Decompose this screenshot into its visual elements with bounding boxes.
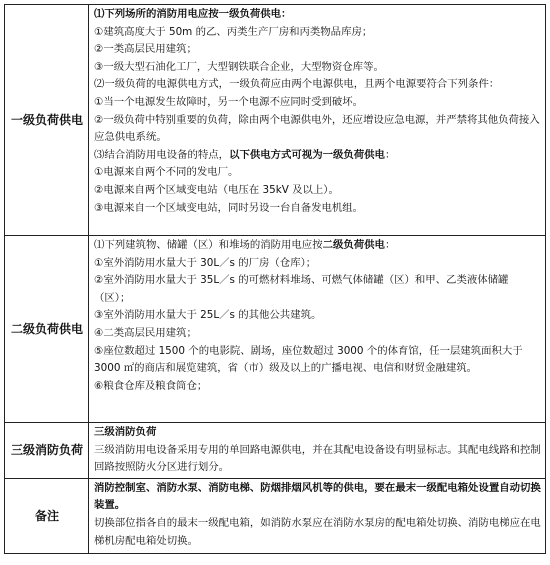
content-line <box>94 94 541 112</box>
text-span: ①室外消防用水量大于 30L／s 的厂房（仓库）； <box>94 256 317 269</box>
bold-text: ⑴下列场所的消防用电应 <box>94 8 209 20</box>
category-label: 备注 <box>34 508 59 523</box>
bold-text: 三级消防负荷 <box>94 426 157 438</box>
fire-power-load-table <box>4 4 546 554</box>
text-span: 三级消防用电设备采用专用的单回路电源供电，并在其配电设备设有明显标志。其配电线路和控制回路按照防火分区进行划分。 <box>94 443 541 474</box>
text-span: ②电源来自两个区域变电站（电压在 35kV 及以上）。 <box>94 183 339 196</box>
content-cell <box>89 236 546 423</box>
text-span: ⑶结合消防用电设备的特点， <box>94 148 230 161</box>
content-line <box>94 378 541 396</box>
text-span: ③一级大型石油化工厂，大型钢铁联合企业，大型物资仓库等。 <box>94 60 384 73</box>
category-cell <box>5 423 89 479</box>
table-row-second-level <box>5 236 546 423</box>
content-cell <box>89 5 546 236</box>
table-body <box>5 5 546 554</box>
text-span: ： <box>384 148 396 161</box>
table-row-remarks <box>5 478 546 553</box>
content-line <box>94 480 541 515</box>
table-row-third-level <box>5 423 546 479</box>
content-line <box>94 515 541 550</box>
content-line <box>94 112 541 147</box>
content-line <box>94 24 541 42</box>
category-cell <box>5 236 89 423</box>
bold-text: 二级负荷供电 <box>322 239 385 251</box>
bold-text: 以下供电方式可视为一级负荷供电 <box>229 148 385 161</box>
content-line <box>94 442 541 477</box>
content-line <box>94 255 541 273</box>
content-line <box>94 164 541 182</box>
table-row-first-level <box>5 5 546 236</box>
content-line <box>94 59 541 77</box>
text-span: ①电源来自两个不同的发电厂。 <box>94 166 239 179</box>
text-span: ⑵一级负荷的电源供电方式，一级负荷应由两个电源供电，且两个电源要符合下列条件： <box>94 78 500 91</box>
text-span: ④二类高层民用建筑； <box>94 326 197 339</box>
category-cell <box>5 5 89 236</box>
text-span: ⑥粮食仓库及粮食筒仓； <box>94 379 208 392</box>
category-cell <box>5 478 89 553</box>
bold-text: 按一级负荷供电 <box>208 8 282 20</box>
text-span: ①当一个电源发生故障时，另一个电源不应同时受到破坏。 <box>94 95 364 108</box>
text-span: ⑴下列建筑物、储罐（区）和堆场的消防用电应按 <box>94 239 323 251</box>
text-span: ①建筑高度大于 50m 的乙、丙类生产厂房和丙类物品库房； <box>94 25 373 38</box>
content-cell <box>89 423 546 479</box>
content-line <box>94 76 541 94</box>
text-span: ③电源来自一个区域变电站，同时另设一台自备发电机组。 <box>94 201 364 214</box>
content-line <box>94 272 541 307</box>
content-line <box>94 200 541 218</box>
content-line <box>94 6 541 24</box>
text-span: ： <box>384 239 396 251</box>
bold-text: ： <box>281 8 292 20</box>
text-span: ⑤座位数超过 1500 个的电影院、剧场，座位数超过 3000 个的体育馆，任一层建筑面积大于 3000 ㎡的商店和展览建筑，省（市）级及以上的广播电视、电信和财贸金融建筑。 <box>94 344 523 375</box>
content-line <box>94 343 541 378</box>
content-line <box>94 147 541 165</box>
text-span: ②一类高层民用建筑； <box>94 43 197 56</box>
content-line <box>94 325 541 343</box>
text-span: ②一级负荷中特别重要的负荷，除由两个电源供电外，还应增设应急电源，并严禁将其他负荷接入应急供电系统。 <box>94 113 540 144</box>
content-line <box>94 182 541 200</box>
category-label: 二级负荷供电 <box>10 322 83 336</box>
text-span: ②室外消防用水量大于 35L／s 的可燃材料堆场、可燃气体储罐（区）和甲、乙类液体储罐（区）； <box>94 274 509 304</box>
content-line <box>94 41 541 59</box>
content-line <box>94 307 541 325</box>
bold-text: 消防控制室、消防水泵、消防电梯、防烟排烟风机等的供电，要在最末一级配电箱处设置自动切换装置。 <box>94 481 541 512</box>
category-label: 三级消防负荷 <box>10 443 83 458</box>
content-line <box>94 424 541 442</box>
category-label: 一级负荷供电 <box>10 113 83 127</box>
text-span: 切换部位指各自的最末一级配电箱，如消防水泵应在消防水泵房的配电箱处切换、消防电梯应在电梯机房配电箱处切换。 <box>94 516 541 547</box>
content-cell <box>89 478 546 553</box>
text-span: ③室外消防用水量大于 25L／s 的其他公共建筑。 <box>94 309 322 322</box>
content-line <box>94 237 541 255</box>
